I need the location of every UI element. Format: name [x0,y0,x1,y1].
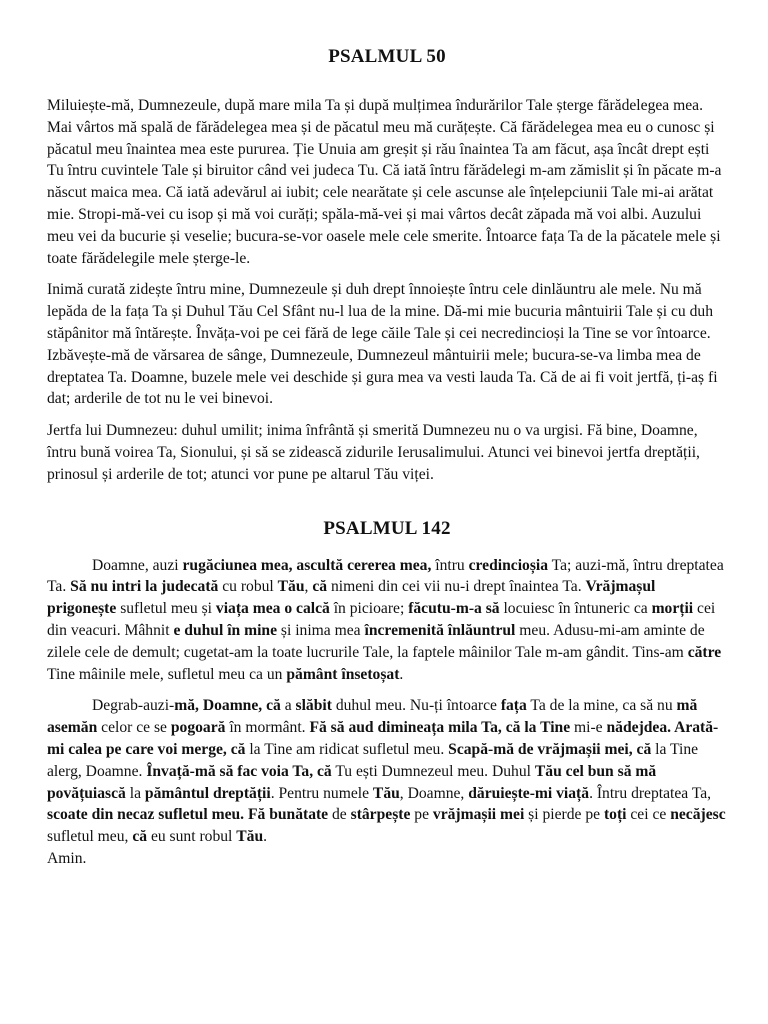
text-run: cei ce [626,806,671,824]
bold-text-run: Să nu intri la judecată [70,578,219,596]
text-run: de [328,806,351,824]
bold-text-run: vrăjmașii mei [432,806,525,824]
text-run: și pierde pe [524,806,604,824]
bold-text-run: către [687,643,722,661]
text-run: cu robul [218,578,278,596]
text-run: în picioare; [329,600,409,618]
text-run: Inimă curată zidește întru mine, Dumnezeule și duh drept înnoiește întru cele dinlăuntru ale mele. Nu mă lepăda de la fața Ta și Duhul Tău Cel Sfânt nu-l lua de la mine. Dă-mi mie bucuria mântuirii Tale și cu duh stăpânitor mă întărește. Învăța-voi pe cei fără de lege căile Tale și cei necredincioși la Tine se vor întoarce. Izbăvește-mă de vărsarea de sânge, Dumnezeule, Dumnezeul mântuirii mele; bucura-se-va limba mea de dreptatea Ta. Doamne, buzele mele vei deschide și gura mea va vesti lauda Ta. Că de ai fi voit jertfă, ți-aș fi dat; arderile de tot nu le vei binevoi. [47,281,718,408]
bold-text-run: fața [500,697,527,715]
bold-text-run: credincioșia [468,556,549,574]
bold-text-run: Tău [277,578,305,596]
bold-text-run: Scapă-mă de vrăjmașii mei, că [448,740,652,758]
text-run: a [280,697,296,715]
bold-text-run: încremenită înlăuntrul [364,621,516,639]
bold-text-run: că [132,828,148,846]
text-run: mi-e [570,719,607,737]
bold-text-run: mă, Doamne, că [174,697,281,715]
text-run: la Tine alerg, Doamne. [47,740,699,780]
psalm-142-paragraph-1 [47,555,727,686]
document-page [47,40,727,870]
bold-text-run: necăjesc [670,806,726,824]
text-run: meu. Adusu-mi-am aminte de zilele cele de demult; cugetat-am la toate lucrurile Tale, la faptele mâinilor Tale m-am gândit. Tins-am [47,621,705,661]
text-run: la Tine am ridicat sufletul meu. [245,740,449,758]
text-run: sufletul meu și [116,600,216,618]
text-run: , [304,578,313,596]
bold-text-run: stârpește [350,806,411,824]
psalm-142-body [47,555,727,870]
text-run: eu sunt robul [147,828,237,846]
bold-text-run: Fă să aud dimineața mila Ta, că la Tine [309,719,571,737]
text-run: Degrab-auzi- [92,697,175,715]
psalm-50-body [47,95,727,486]
psalm-50-paragraph-2 [47,279,727,410]
bold-text-run: Învață-mă să fac voia Ta, că [146,762,332,780]
text-run: . Pentru numele [270,784,373,802]
text-run: Doamne, auzi [92,556,183,574]
text-run: Tine mâinile mele, sufletul meu ca un [47,665,287,683]
bold-text-run: e duhul în mine [173,621,278,639]
text-run: și inima mea [277,621,365,639]
text-run: . Întru dreptatea Ta, [589,784,712,802]
bold-text-run: Tău cel bun să mă povățuiască [47,762,657,802]
bold-text-run: nădejdea. Arată-mi calea pe care voi merge, că [47,719,719,758]
text-run: Tu ești Dumnezeul meu. Duhul [331,762,535,780]
bold-text-run: că [312,578,328,596]
bold-text-run: rugăciunea mea, ascultă cererea mea, [182,556,432,574]
bold-text-run: Tău [236,828,264,846]
bold-text-run: făcutu-m-a să [408,600,500,618]
psalm-50-paragraph-3 [47,420,727,485]
text-run: la [125,784,145,802]
psalm-50-paragraph-1 [47,95,727,269]
text-run: pe [410,806,433,824]
bold-text-run: pământ însetoșat [286,665,400,683]
bold-text-run: slăbit [295,697,332,715]
text-run: . [399,665,404,683]
text-run: sufletul meu, [47,828,133,846]
bold-text-run: pogoară [170,719,226,737]
psalm-142-title: PSALMUL 142 [323,517,451,539]
text-run: Ta de la mine, ca să nu [526,697,677,715]
bold-text-run: mă asemăn [47,697,698,737]
text-run: Ta; auzi-mă, întru dreptatea Ta. [47,556,724,596]
bold-text-run: pământul dreptății [144,784,271,802]
text-run: Jertfa lui Dumnezeu: duhul umilit; inima înfrântă și smerită Dumnezeu nu o va urgisi. Fă bine, Doamne, întru bună voirea Ta, Sionului, și să se zidească zidurile Ierusalimului. Atunci vei binevoi jertfa dreptății, prinosul și arderile de tot; atunci vor pune pe altarul Tău viței. [47,422,700,483]
bold-text-run: Tău [372,784,400,802]
text-run: nimeni din cei vii nu-i drept înaintea Ta. [327,578,586,596]
psalm-142-amin: Amin. [47,849,87,867]
bold-text-run: dăruiește-mi viață [468,784,590,802]
text-run: duhul meu. Nu-ți întoarce [331,697,501,715]
text-run: Miluiește-mă, Dumnezeule, după mare mila Ta și după mulțimea îndurărilor Tale șterge fărădelegea mea. Mai vârtos mă spală de fărădelegea mea și de păcatul meu mă curățește. Că fărădelegea mea eu o cunosc și păcatul meu înaintea mea este pururea. Ție Unuia am greșit și rău înaintea Ta am făcut, așa încât drept ești Tu întru cuvintele Tale și biruitor când vei judeca Tu. Că iată întru fărădelegi m-am zămislit și în păcate m-a născut maica mea. Că iată adevărul ai iubit; cele nearătate și cele ascunse ale înțelepciunii Tale mi-ai arătat mie. Stropi-mă-vei cu isop și mă voi curăți; spăla-mă-vei și mai vârtos decât zăpada mă voi albi. Auzului meu vei da bucurie și veselie; bucura-se-vor oasele mele cele smerite. Întoarce fața Ta de la păcatele mele și toate fărădelegile mele șterge-le. [47,97,722,267]
bold-text-run: scoate din necaz sufletul meu. Fă bunătate [47,806,329,824]
text-run: , Doamne, [399,784,469,802]
text-run: . [263,828,268,846]
psalm-50-title: PSALMUL 50 [328,46,446,67]
bold-text-run: Vrăjmașul prigonește [47,578,656,618]
bold-text-run: toți [603,806,627,824]
bold-text-run: viața mea o calcă [215,600,330,618]
text-run: cei din veacuri. Mâhnit [47,600,716,639]
bold-text-run: morții [651,600,694,618]
text-run: locuiesc în întuneric ca [499,600,652,618]
text-run: celor ce se [97,719,171,737]
text-run: întru [431,556,469,574]
psalm-142-paragraph-2 [47,695,727,848]
text-run: în mormânt. [225,719,310,737]
